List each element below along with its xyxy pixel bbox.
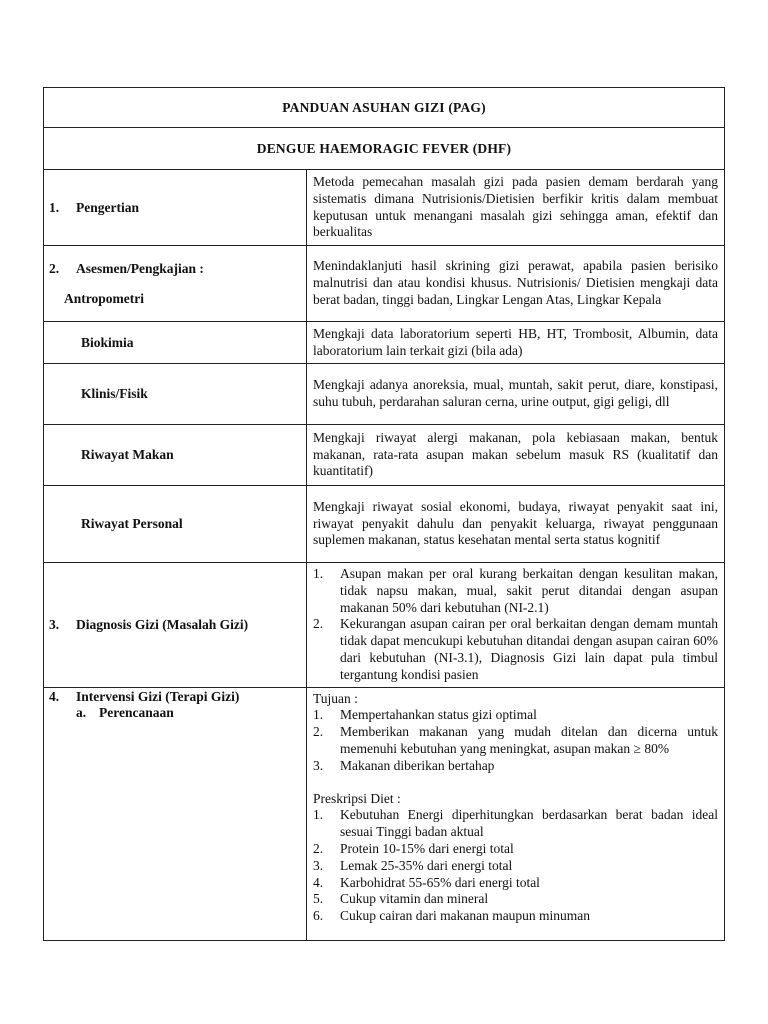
list-number: 4.	[313, 874, 324, 890]
intervensi-label-cell	[44, 687, 307, 940]
row-riwayat-personal	[44, 486, 725, 563]
biokimia-text: Mengkaji data laboratorium seperti HB, HT, Trombosit, Albumin, data laboratorium lain terkait gizi (bila ada)	[307, 322, 725, 364]
biokimia-label: Biokimia	[81, 334, 134, 350]
row-pengertian	[44, 170, 725, 246]
row-riwayat-makan	[44, 425, 725, 486]
list-text: Memberikan makanan yang mudah ditelan dan dicerna untuk memenuhi kebutuhan yang meningkat, asupan makan ≥ 80%	[340, 724, 718, 756]
diagnosis-label-cell	[44, 563, 307, 688]
riwayat-makan-text: Mengkaji riwayat alergi makanan, pola kebiasaan makan, bentuk makanan, rata-rata asupan makan sebelum masuk RS (kualitatif dan kuantitatif)	[307, 425, 725, 486]
antropometri-text: Menindaklanjuti hasil skrining gizi perawat, apabila pasien berisiko malnutrisi dan atau kondisi khusus. Nutrisionis/ Dietisien mengkaji data berat badan, tinggi badan, Lingkar Lengan Atas, Lingkar Kepala	[307, 246, 725, 322]
antropometri-label: Antropometri	[64, 290, 144, 306]
diagnosis-label: Diagnosis Gizi (Masalah Gizi)	[76, 616, 249, 632]
klinis-label: Klinis/Fisik	[81, 386, 148, 401]
pengertian-label-cell	[44, 170, 307, 246]
perencanaan-heading	[44, 705, 306, 721]
klinis-text: Mengkaji adanya anoreksia, mual, muntah, sakit perut, diare, konstipasi, suhu tubuh, perdarahan saluran cerna, urine output, gigi geligi, dll	[307, 364, 725, 425]
pag-table	[43, 87, 725, 941]
intervensi-number: 4.	[49, 688, 60, 704]
klinis-label-cell	[44, 364, 307, 425]
intervensi-heading	[44, 688, 306, 705]
row-intervensi	[44, 687, 725, 940]
list-text: Kekurangan asupan cairan per oral berkaitan dengan demam muntah tidak dapat mencukupi kebutuhan ditandai dengan asupan cairan 60% dari kebutuhan (NI-3.1), Diagnosis Gizi lain dapat pula timbul tergantung kondisi pasien	[340, 616, 718, 682]
list-item	[313, 858, 718, 875]
title-row	[44, 88, 725, 128]
diagnosis-number: 3.	[49, 616, 60, 632]
list-item	[313, 841, 718, 858]
diagnosis-list-cell	[307, 563, 725, 688]
list-text: Protein 10-15% dari energi total	[340, 840, 514, 856]
perencanaan-label: Perencanaan	[99, 704, 174, 720]
list-number: 5.	[313, 891, 324, 907]
list-item	[313, 566, 718, 616]
riwayat-personal-label: Riwayat Personal	[81, 516, 183, 531]
list-number: 1.	[313, 566, 324, 581]
document-page	[43, 87, 724, 941]
riwayat-personal-text: Mengkaji riwayat sosial ekonomi, budaya, riwayat penyakit saat ini, riwayat penyakit dahulu dan penyakit keluarga, riwayat penggunaan suplemen makanan, status kesehatan mental serta status kognitif	[307, 486, 725, 563]
list-text: Asupan makan per oral kurang berkaitan dengan kesulitan makan, tidak napsu makan, mual, sakit perut ditandai dengan asupan makanan 50% dari kebutuhan (NI-2.1)	[340, 566, 718, 615]
list-item	[313, 908, 718, 925]
list-text: Cukup vitamin dan mineral	[340, 891, 489, 907]
list-item	[313, 707, 718, 724]
pengertian-text: Metoda pemecahan masalah gizi pada pasien demam berdarah yang sistematis dimana Nutrisionis/Dietisien berfikir kritis dalam membuat keputusan untuk menangani masalah gizi sehingga aman, efektif dan berkualitas	[307, 170, 725, 246]
list-number: 2.	[313, 724, 324, 740]
list-item	[313, 616, 718, 683]
intervensi-content-cell	[307, 687, 725, 940]
list-number: 2.	[313, 616, 324, 632]
document-subtitle: DENGUE HAEMORAGIC FEVER (DHF)	[44, 128, 725, 170]
list-item	[313, 724, 718, 758]
pengertian-label: Pengertian	[76, 199, 139, 215]
list-number: 1.	[313, 807, 324, 823]
list-text: Kebutuhan Energi diperhitungkan berdasarkan berat badan ideal sesuai Tinggi badan aktual	[340, 807, 718, 840]
list-text: Makanan diberikan bertahap	[340, 757, 495, 773]
asesmen-label: Asesmen/Pengkajian :	[76, 260, 204, 276]
subtitle-row	[44, 128, 725, 170]
row-diagnosis	[44, 563, 725, 688]
row-klinis	[44, 364, 725, 425]
diagnosis-list	[313, 566, 718, 684]
list-number: 3.	[313, 757, 324, 773]
preskripsi-label: Preskripsi Diet :	[313, 790, 401, 806]
spacer	[313, 775, 718, 791]
asesmen-label-cell	[44, 246, 307, 322]
list-text: Lemak 25-35% dari energi total	[340, 857, 513, 873]
list-number: 3.	[313, 857, 324, 873]
list-item	[313, 875, 718, 892]
riwayat-personal-label-cell	[44, 486, 307, 563]
list-number: 1.	[313, 707, 324, 723]
document-title: PANDUAN ASUHAN GIZI (PAG)	[44, 88, 725, 128]
tujuan-list	[313, 707, 718, 774]
list-number: 6.	[313, 908, 324, 924]
intervensi-label: Intervensi Gizi (Terapi Gizi)	[76, 688, 240, 704]
list-text: Karbohidrat 55-65% dari energi total	[340, 874, 540, 890]
tujuan-label: Tujuan :	[313, 690, 358, 706]
list-text: Cukup cairan dari makanan maupun minuman	[340, 908, 591, 924]
list-item	[313, 891, 718, 908]
row-asesmen	[44, 246, 725, 322]
biokimia-label-cell	[44, 322, 307, 364]
list-number: 2.	[313, 840, 324, 856]
perencanaan-letter: a.	[76, 704, 87, 720]
riwayat-makan-label-cell	[44, 425, 307, 486]
asesmen-number: 2.	[49, 260, 60, 276]
preskripsi-list	[313, 807, 718, 925]
list-item	[313, 758, 718, 775]
row-biokimia	[44, 322, 725, 364]
riwayat-makan-label: Riwayat Makan	[81, 447, 174, 462]
pengertian-number: 1.	[49, 199, 60, 215]
list-item	[313, 807, 718, 841]
list-text: Mempertahankan status gizi optimal	[340, 707, 537, 723]
